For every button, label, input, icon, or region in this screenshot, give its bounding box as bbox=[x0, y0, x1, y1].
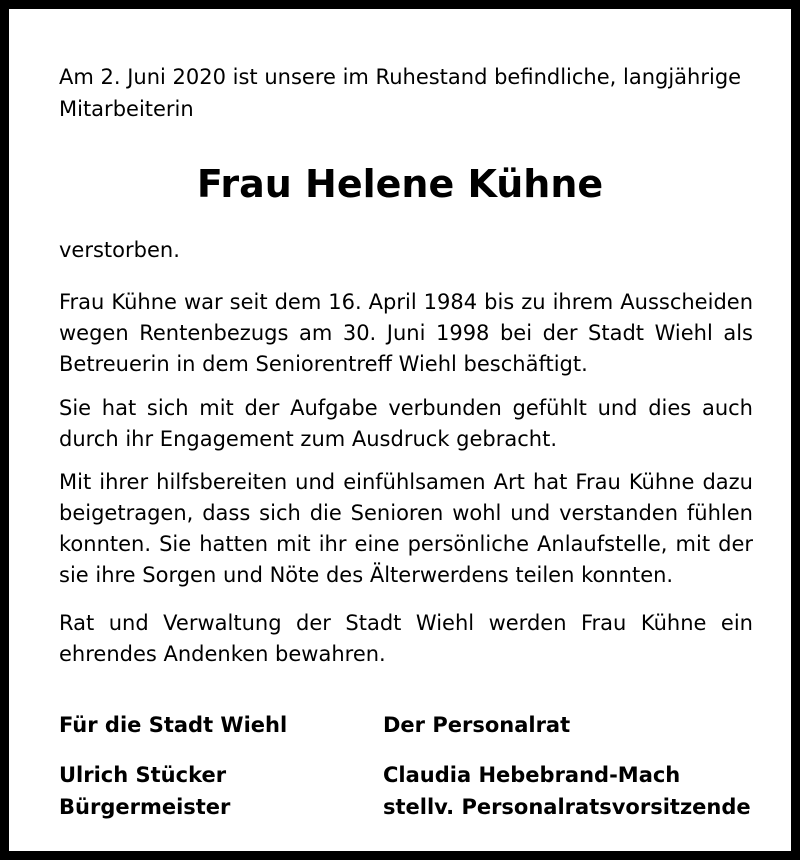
paragraph-engagement: Sie hat sich mit der Aufgabe verbunden gefühlt und dies auch durch ihr Engagement zum Ausdruck gebracht. bbox=[59, 396, 753, 451]
signature-left-org: Für die Stadt Wiehl bbox=[59, 713, 288, 737]
paragraph-employment: Frau Kühne war seit dem 16. April 1984 bis zu ihrem Ausscheiden wegen Rentenbezugs am 30. Juni 1998 bei der Stadt Wiehl als Betreuerin in dem Seniorentreff Wiehl beschäftigt. bbox=[59, 290, 753, 376]
deceased-name: Frau Helene Kühne bbox=[196, 162, 604, 206]
signature-right-person: Claudia Hebebrand-Mach bbox=[383, 763, 681, 787]
signature-left-person: Ulrich Stücker bbox=[59, 763, 227, 787]
signature-right-org: Der Personalrat bbox=[383, 713, 571, 737]
signature-left-role: Bürgermeister bbox=[59, 795, 231, 819]
died-text: verstorben. bbox=[59, 238, 180, 262]
paragraph-character: Mit ihrer hilfsbereiten und einfühlsamen Art hat Frau Kühne dazu beigetragen, dass sich die Senioren wohl und verstanden fühlen konnten. Sie hatten mit ihr eine persönliche Anlaufstelle, mit der sie ihre Sorgen und Nöte des Älterwerdens teilen konnten. bbox=[59, 470, 753, 587]
paragraph-remembrance: Rat und Verwaltung der Stadt Wiehl werden Frau Kühne ein ehrendes Andenken bewahren. bbox=[59, 611, 753, 666]
intro-text bbox=[59, 61, 759, 125]
signature-right-role: stellv. Personalratsvorsitzende bbox=[383, 795, 751, 819]
intro-line-2: Mitarbeiterin bbox=[59, 97, 194, 121]
intro-line-1: Am 2. Juni 2020 ist unsere im Ruhestand befindliche, langjährige bbox=[59, 65, 742, 89]
